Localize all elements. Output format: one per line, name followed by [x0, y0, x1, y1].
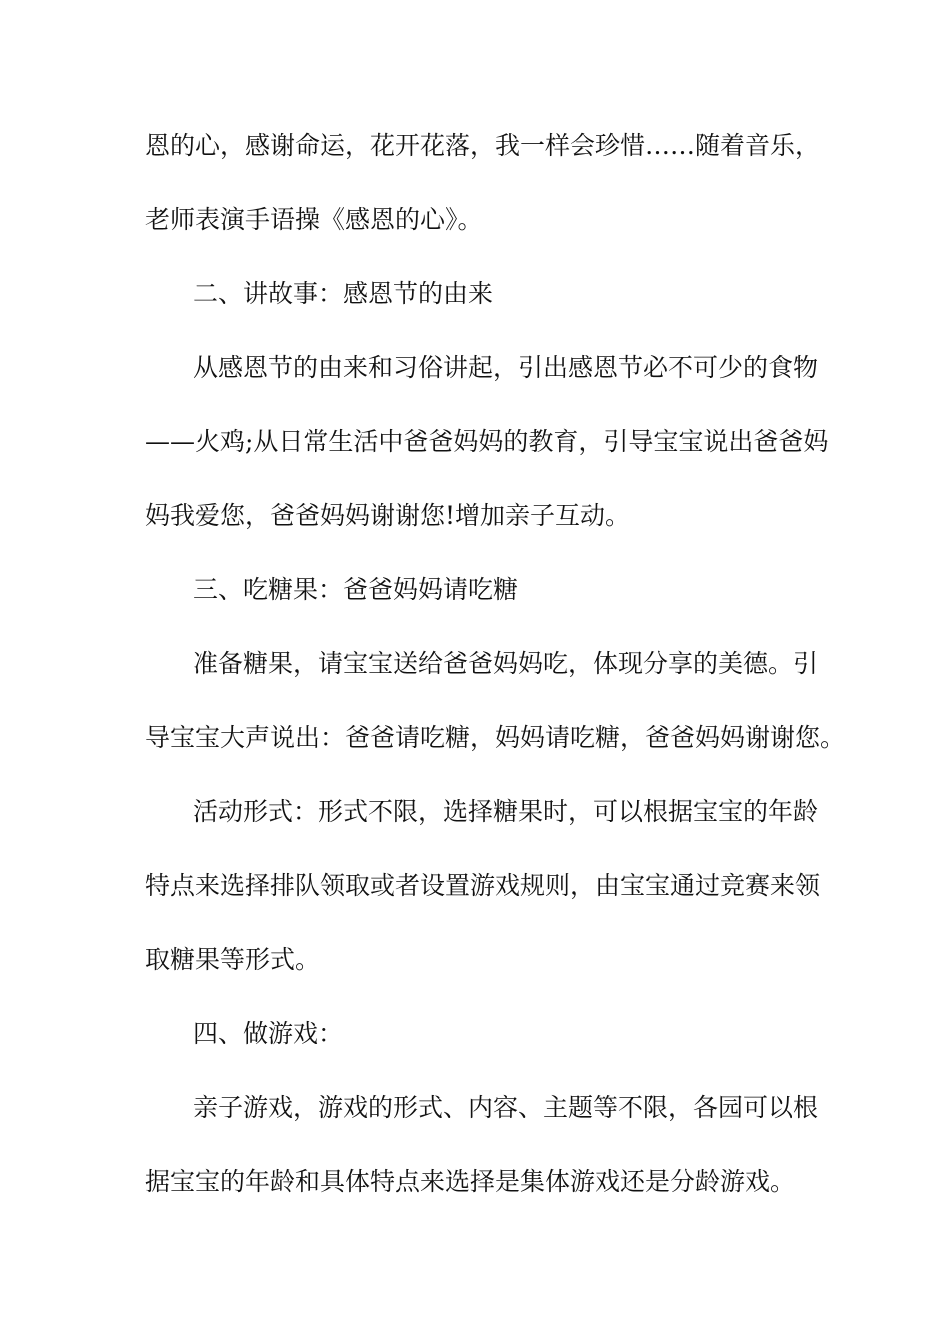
text-line: 亲子游戏，游戏的形式、内容、主题等不限，各园可以根 [193, 1093, 819, 1122]
text-line: 特点来选择排队领取或者设置游戏规则，由宝宝通过竞赛来领 [145, 871, 821, 900]
text-line: 恩的心，感谢命运，花开花落，我一样会珍惜……随着音乐， [145, 131, 821, 160]
text-line: 导宝宝大声说出：爸爸请吃糖，妈妈请吃糖，爸爸妈妈谢谢您。 [145, 723, 846, 752]
text-line: 老师表演手语操《感恩的心》。 [145, 205, 483, 234]
text-line: 活动形式：形式不限，选择糖果时，可以根据宝宝的年龄 [193, 797, 819, 826]
text-line: 据宝宝的年龄和具体特点来选择是集体游戏还是分龄游戏。 [145, 1167, 796, 1196]
section-heading: 四、做游戏： [193, 1019, 344, 1048]
text-line: 取糖果等形式。 [145, 945, 321, 974]
section-heading: 二、讲故事：感恩节的由来 [193, 279, 494, 308]
text-line: 从感恩节的由来和习俗讲起，引出感恩节必不可少的食物 [193, 353, 819, 382]
text-line: 妈我爱您，爸爸妈妈谢谢您!增加亲子互动。 [145, 501, 631, 530]
section-heading: 三、吃糖果：爸爸妈妈请吃糖 [193, 575, 519, 604]
text-line: ——火鸡;从日常生活中爸爸妈妈的教育，引导宝宝说出爸爸妈 [145, 427, 829, 456]
text-line: 准备糖果，请宝宝送给爸爸妈妈吃，体现分享的美德。引 [193, 649, 819, 678]
